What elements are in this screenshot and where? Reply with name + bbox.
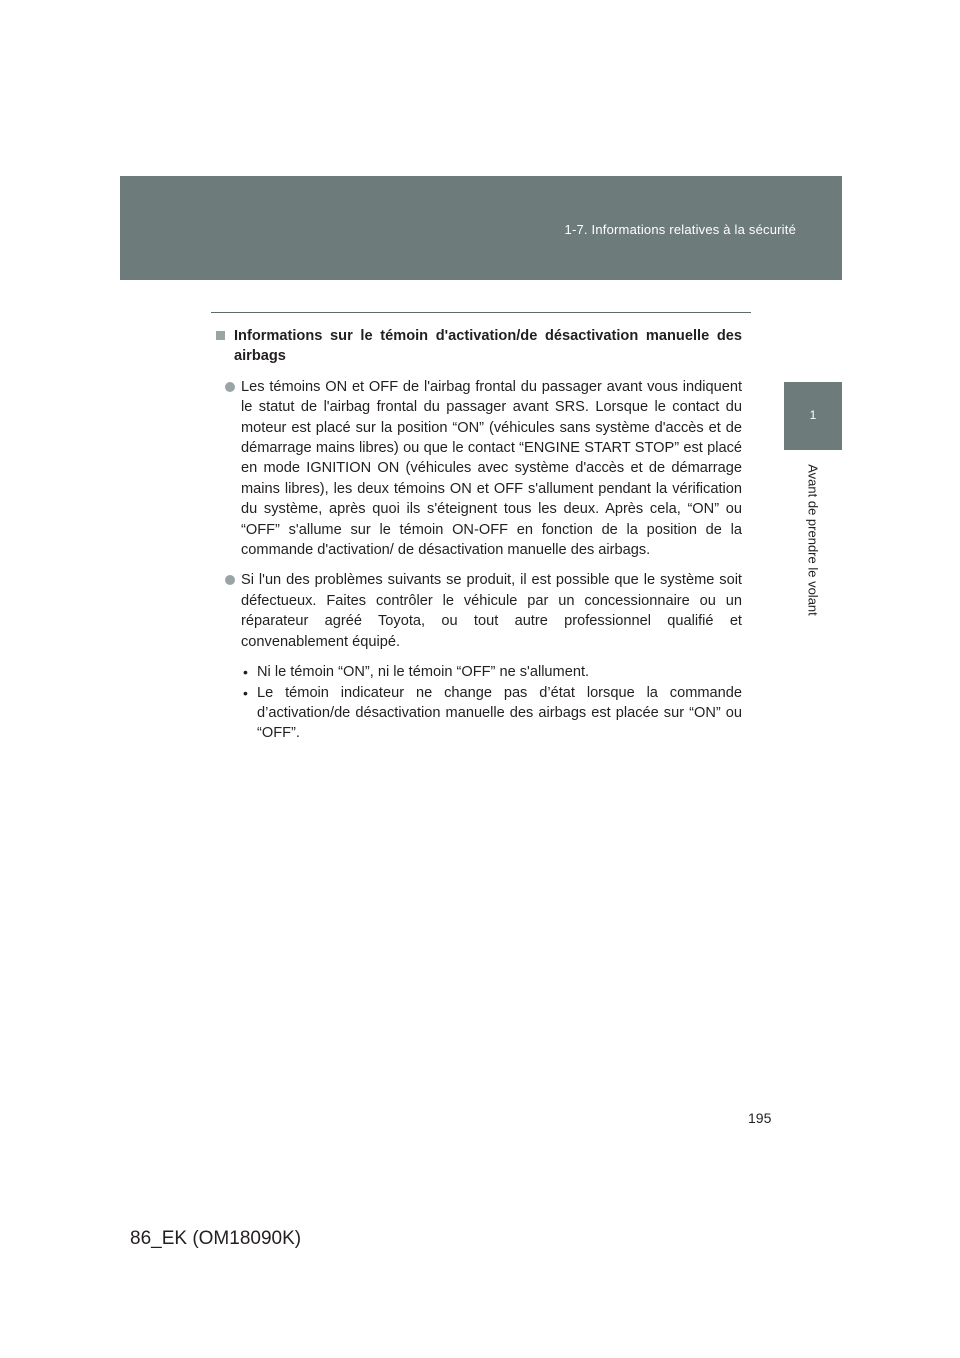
section-title: 1-7. Informations relatives à la sécurité: [564, 222, 796, 237]
bullet-text: Si l'un des problèmes suivants se produit, il est possible que le système soit défectueux. Faites contrôler le véhicule par un concessionnaire ou un réparateur agréé Toyota, ou tout autre professionnel qualifié et convenablement équipé.: [241, 572, 742, 650]
bullet-text: Les témoins ON et OFF de l'airbag frontal du passager avant vous indiquent le statut de l'airbag frontal du passager avant SRS. Lorsque le contact du moteur est placé sur la position “ON” (véhicules sans système d'accès et de démarrage mains libres) ou que le contact “ENGINE START STOP” est placé en mode IGNITION ON (véhicules avec système d'accès et de démarrage mains libres), les deux témoins ON et OFF s'allument pendant la vérification du système, après quoi ils s'éteignent tous les deux. Après cela, “ON” ou “OFF” s'allume sur le témoin ON-OFF en fonction de la position de la commande d'activation/ de désactivation manuelle des airbags.: [241, 378, 742, 559]
circle-bullet-icon: [225, 382, 235, 392]
chapter-number: 1: [809, 408, 817, 422]
sub-list-text: Le témoin indicateur ne change pas d’état lorsque la commande d’activation/de désactivation manuelle des airbags est placée sur “ON” ou “OFF”.: [257, 684, 742, 742]
dot-bullet-icon: •: [243, 684, 248, 701]
section-divider: [211, 312, 751, 313]
dot-bullet-icon: •: [243, 664, 248, 681]
sub-list-text: Ni le témoin “ON”, ni le témoin “OFF” ne s'allument.: [257, 664, 590, 681]
bullet-item: [216, 570, 742, 652]
bullet-item: [216, 377, 742, 561]
sub-list-item: [216, 683, 742, 744]
page-number: 195: [748, 1110, 772, 1126]
section-heading-text: Informations sur le témoin d'activation/de désactivation manuelle des airbags: [234, 328, 742, 365]
section-header-band: [120, 176, 842, 280]
sub-list: [216, 662, 742, 744]
chapter-label: Avant de prendre le volant: [805, 464, 821, 616]
chapter-tab: [784, 382, 842, 450]
sub-list-item: [216, 662, 742, 682]
document-code: 86_EK (OM18090K): [130, 1228, 302, 1249]
circle-bullet-icon: [225, 575, 235, 585]
main-content: [216, 326, 742, 744]
section-heading: [216, 326, 742, 367]
square-bullet-icon: [216, 331, 225, 340]
